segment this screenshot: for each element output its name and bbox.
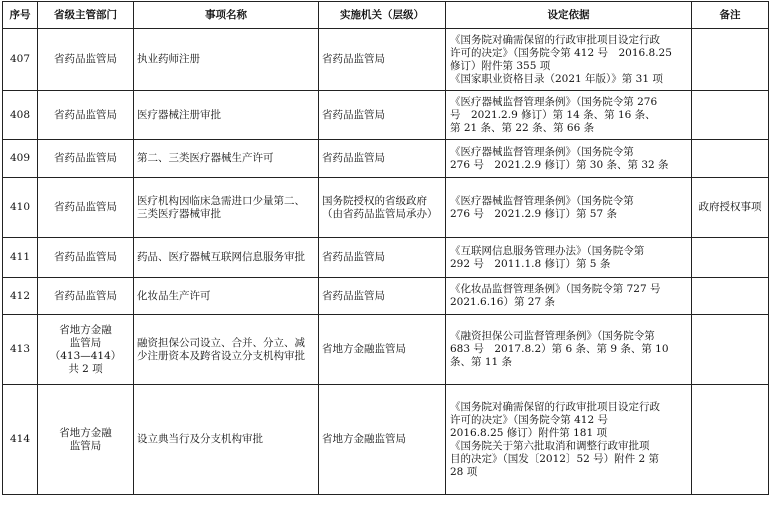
dept-cell xyxy=(38,315,134,385)
seq-cell: 413 xyxy=(3,315,38,385)
dept-cell xyxy=(38,385,134,495)
dept-cell xyxy=(38,140,134,178)
seq-cell: 410 xyxy=(3,178,38,238)
dept-line: 省药品监管局 xyxy=(54,53,117,65)
basis-line: 《医疗器械监督管理条例》（国务院令第 xyxy=(450,145,634,158)
basis-cell xyxy=(446,315,692,385)
dept-line: 省药品监管局 xyxy=(54,251,117,263)
dept-cell xyxy=(38,178,134,238)
seq-cell: 414 xyxy=(3,385,38,495)
basis-cell xyxy=(446,385,692,495)
dept-line: 监管局 xyxy=(69,439,102,452)
item-cell: 化妆品生产许可 xyxy=(134,278,319,315)
item-cell: 融资担保公司设立、合并、分立、减少注册资本及跨省设立分支机构审批 xyxy=(134,315,319,385)
table-row xyxy=(3,238,769,278)
seq-cell: 407 xyxy=(3,29,38,91)
basis-line: 28 项 xyxy=(450,465,478,478)
agency-cell: 省地方金融监管局 xyxy=(319,385,446,495)
note-cell xyxy=(692,315,769,385)
note-cell xyxy=(692,385,769,495)
dept-line: 省地方金融 xyxy=(59,426,112,439)
dept-cell xyxy=(38,91,134,140)
header-seq: 序号 xyxy=(3,2,38,29)
table-row xyxy=(3,178,769,238)
table-row xyxy=(3,278,769,315)
basis-line: 许可的决定》（国务院令第 412 号 2016.8.25 xyxy=(450,46,672,59)
basis-line: 号 2021.2.9 修订）第 14 条、第 16 条、 xyxy=(450,108,656,121)
basis-cell xyxy=(446,278,692,315)
agency-cell: 省药品监管局 xyxy=(319,29,446,91)
seq-cell: 411 xyxy=(3,238,38,278)
basis-line: 许可的决定》（国务院令第 412 号 xyxy=(450,413,608,426)
basis-line: 《融资担保公司监督管理条例》（国务院令第 xyxy=(450,330,655,342)
item-cell: 医疗机构因临床急需进口少量第二、三类医疗器械审批 xyxy=(134,178,319,238)
agency-cell: 国务院授权的省级政府（由省药品监管局承办） xyxy=(319,178,446,238)
item-cell: 执业药师注册 xyxy=(134,29,319,91)
basis-line: 276 号 2021.2.9 修订）第 30 条、第 32 条 xyxy=(450,158,669,171)
dept-line: 省药品监管局 xyxy=(54,108,117,121)
seq-cell: 408 xyxy=(3,91,38,140)
agency-cell: 省药品监管局 xyxy=(319,238,446,278)
table-row xyxy=(3,29,769,91)
item-cell: 第二、三类医疗器械生产许可 xyxy=(134,140,319,178)
agency-cell: 省药品监管局 xyxy=(319,91,446,140)
note-cell xyxy=(692,91,769,140)
basis-line: 292 号 2011.1.8 修订）第 5 条 xyxy=(450,257,611,270)
note-cell xyxy=(692,278,769,315)
table-row xyxy=(3,91,769,140)
basis-line: 《国务院对确需保留的行政审批项目设定行政 xyxy=(450,33,660,46)
header-basis: 设定依据 xyxy=(446,2,692,29)
basis-cell xyxy=(446,140,692,178)
basis-cell xyxy=(446,91,692,140)
item-cell: 设立典当行及分支机构审批 xyxy=(134,385,319,495)
basis-line: 修订）附件第 355 项 xyxy=(450,59,551,72)
dept-line: （413—414） xyxy=(49,349,122,362)
basis-cell xyxy=(446,29,692,91)
basis-line: 《医疗器械监督管理条例》（国务院令第 xyxy=(450,194,634,207)
dept-line: 省药品监管局 xyxy=(54,289,117,302)
dept-line: 监管局 xyxy=(69,336,102,349)
note-cell xyxy=(692,29,769,91)
basis-line: 《国务院对确需保留的行政审批项目设定行政 xyxy=(450,400,660,413)
basis-line: 683 号 2017.8.2）第 6 条、第 9 条、第 10 xyxy=(450,343,669,355)
dept-line: 省地方金融 xyxy=(59,323,112,336)
basis-line: 《互联网信息服务管理办法》（国务院令第 xyxy=(450,244,645,257)
basis-line: 2021.6.16）第 27 条 xyxy=(450,296,555,308)
seq-cell: 412 xyxy=(3,278,38,315)
dept-line: 省药品监管局 xyxy=(54,201,117,213)
table-row xyxy=(3,140,769,178)
basis-line: 目的决定》（国发〔2012〕52 号）附件 2 第 xyxy=(450,452,660,465)
header-row xyxy=(3,2,769,29)
header-dept: 省级主管部门 xyxy=(38,2,134,29)
basis-line: 《化妆品监督管理条例》（国务院令第 727 号 xyxy=(450,283,661,295)
dept-cell xyxy=(38,278,134,315)
agency-cell: 省药品监管局 xyxy=(319,278,446,315)
basis-cell xyxy=(446,178,692,238)
basis-line: 276 号 2021.2.9 修订）第 57 条 xyxy=(450,207,618,220)
item-cell: 医疗器械注册审批 xyxy=(134,91,319,140)
agency-cell: 省地方金融监管局 xyxy=(319,315,446,385)
basis-line: 2016.8.25 修订）附件第 181 项 xyxy=(450,426,607,439)
table-row xyxy=(3,385,769,495)
dept-line: 共 2 项 xyxy=(68,362,103,375)
basis-cell xyxy=(446,238,692,278)
note-cell xyxy=(692,140,769,178)
dept-line: 省药品监管局 xyxy=(54,152,117,164)
approval-items-table xyxy=(2,1,769,495)
basis-line: 《国家职业资格目录（2021 年版）》第 31 项 xyxy=(450,72,663,85)
note-cell: 政府授权事项 xyxy=(692,178,769,238)
header-note: 备注 xyxy=(692,2,769,29)
basis-line: 条、第 11 条 xyxy=(450,356,513,368)
basis-line: 《医疗器械监督管理条例》（国务院令第 276 xyxy=(450,95,658,108)
dept-cell xyxy=(38,29,134,91)
header-agency: 实施机关（层级） xyxy=(319,2,446,29)
item-cell: 药品、医疗器械互联网信息服务审批 xyxy=(134,238,319,278)
agency-cell: 省药品监管局 xyxy=(319,140,446,178)
header-item: 事项名称 xyxy=(134,2,319,29)
basis-line: 第 21 条、第 22 条、第 66 条 xyxy=(450,121,595,134)
note-cell xyxy=(692,238,769,278)
table-row xyxy=(3,315,769,385)
basis-line: 《国务院关于第六批取消和调整行政审批项 xyxy=(450,439,650,452)
dept-cell xyxy=(38,238,134,278)
seq-cell: 409 xyxy=(3,140,38,178)
